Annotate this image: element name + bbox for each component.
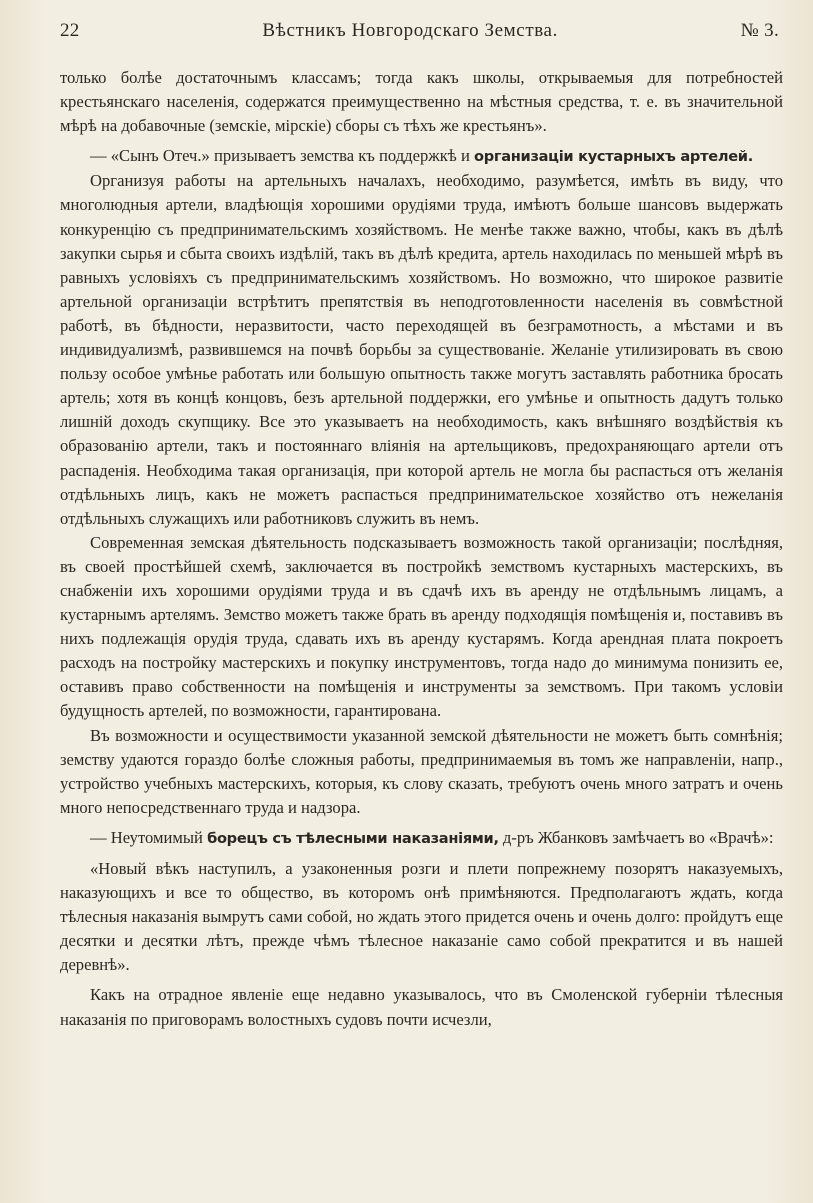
- article-body: [60, 66, 783, 1032]
- paragraph-6-bold: борецъ съ тѣлесными наказаніями,: [207, 829, 499, 847]
- paragraph-6-tail: д-ръ Жбанковъ замѣчаетъ во «Врачѣ»:: [498, 827, 774, 847]
- paragraph-8: Какъ на отрадное явленіе еще недавно указывалось, что въ Смоленской губерніи тѣлесныя наказанія по приговорамъ волостныхъ судовъ почти исчезли,: [60, 985, 783, 1029]
- paragraph-5: Въ возможности и осуществимости указанной земской дѣятельности не можетъ быть сомнѣнія; земству удаются гораздо болѣе сложныя работы, предпринимаемыя въ томъ же направленіи, напр., устройство учебныхъ мастерскихъ, которыя, къ слову сказать, требуютъ очень много затратъ и очень много непосредственнаго труда и надзора.: [60, 725, 783, 817]
- paragraph-2-bold: организаціи кустарныхъ артелей.: [474, 148, 753, 166]
- paragraph-6-lead: — Неутомимый: [90, 827, 208, 847]
- journal-title: Вѣстникъ Новгородскаго Земства.: [262, 20, 558, 41]
- paragraph-6: [60, 826, 783, 851]
- paragraph-2: [60, 144, 783, 169]
- paragraph-3: Организуя работы на артельныхъ началахъ, необходимо, разумѣется, имѣть въ виду, что многолюдныя артели, владѣющія хорошими орудіями труда, имѣютъ больше шансовъ выдержать конкуренцію съ предпринимательскимъ хозяйствомъ. Не менѣе также важно, чтобы, какъ въ дѣлѣ закупки сырья и сбыта своихъ издѣлій, такъ въ дѣлѣ кредита, артель находилась по меньшей мѣрѣ въ равныхъ условіяхъ съ предпринимательскимъ хозяйствомъ. Но возможно, что широкое развитіе артельной организаціи встрѣтитъ препятствія въ неподготовленности населенія въ совмѣстной работѣ, въ бѣдности, неразвитости, часто переходящей въ безграмотность, а мѣстами и въ индивидуализмѣ, развившемся на почвѣ борьбы за существованіе. Желаніе утилизировать въ свою пользу особое умѣнье работать или большую опытность также могутъ заставлять работника бросать артель; хотя въ концѣ концовъ, безъ артельной поддержки, его умѣнье и опытность дадутъ только лишній доходъ скупщику. Все это указываетъ на необходимость, какъ внѣшняго воздѣйствія къ образованію артели, такъ и постояннаго вліянія на артельщиковъ, предохраняющаго артели отъ распаденія. Необходима такая организація, при которой артель не могла бы распасться отъ желанія отдѣльныхъ лицъ, какъ не можетъ распасться предпринимательское хозяйство отъ нежеланія отдѣльныхъ служащихъ или работниковъ служить въ немъ.: [60, 171, 783, 528]
- paragraph-2-lead: — «Сынъ Отеч.» призываетъ земства къ поддержкѣ и: [90, 146, 474, 166]
- paragraph-4: Современная земская дѣятельность подсказываетъ возможность такой организаціи; послѣдняя, въ своей простѣйшей схемѣ, заключается въ постройкѣ земствомъ кустарныхъ мастерскихъ, въ снабженіи ихъ хорошими орудіями труда и въ сдачѣ ихъ въ аренду не отдѣльнымъ лицамъ, а кустарнымъ артелямъ. Земство можетъ также брать въ аренду подходящія помѣщенія и, поставивъ въ нихъ подлежащія орудія труда, сдавать ихъ въ аренду кустарямъ. Когда арендная плата покроетъ расходъ на постройку мастерскихъ и покупку инструментовъ, тогда надо до минимума понизить ее, оставивъ право собственности на помѣщенія и инструменты за земствомъ. При такомъ условіи будущность артелей, по возможности, гарантирована.: [60, 532, 783, 721]
- paragraph-1: только болѣе достаточнымъ классамъ; тогда какъ школы, открываемыя для потребностей крестьянскаго населенія, содержатся преимущественно на мѣстныя средства, т. е. въ значительной мѣрѣ на добавочные (земскіе, мірскіе) сборы съ тѣхъ же крестьянъ».: [60, 68, 783, 136]
- page-header: [60, 20, 783, 52]
- page-number: 22: [60, 20, 80, 41]
- issue-number: № 3.: [740, 20, 779, 41]
- paragraph-7-quote: «Новый вѣкъ наступилъ, а узаконенныя розги и плети попрежнему позорятъ наказуемыхъ, наказующихъ и все то общество, въ которомъ онѣ примѣняются. Предполагаютъ ждать, когда тѣлесныя наказанія вымрутъ сами собой, но ждать этого придется очень и очень долго: пройдутъ еще десятки и десятки лѣтъ, прежде чѣмъ тѣлесное наказаніе само собой прекратится и въ нашей деревнѣ».: [60, 859, 783, 975]
